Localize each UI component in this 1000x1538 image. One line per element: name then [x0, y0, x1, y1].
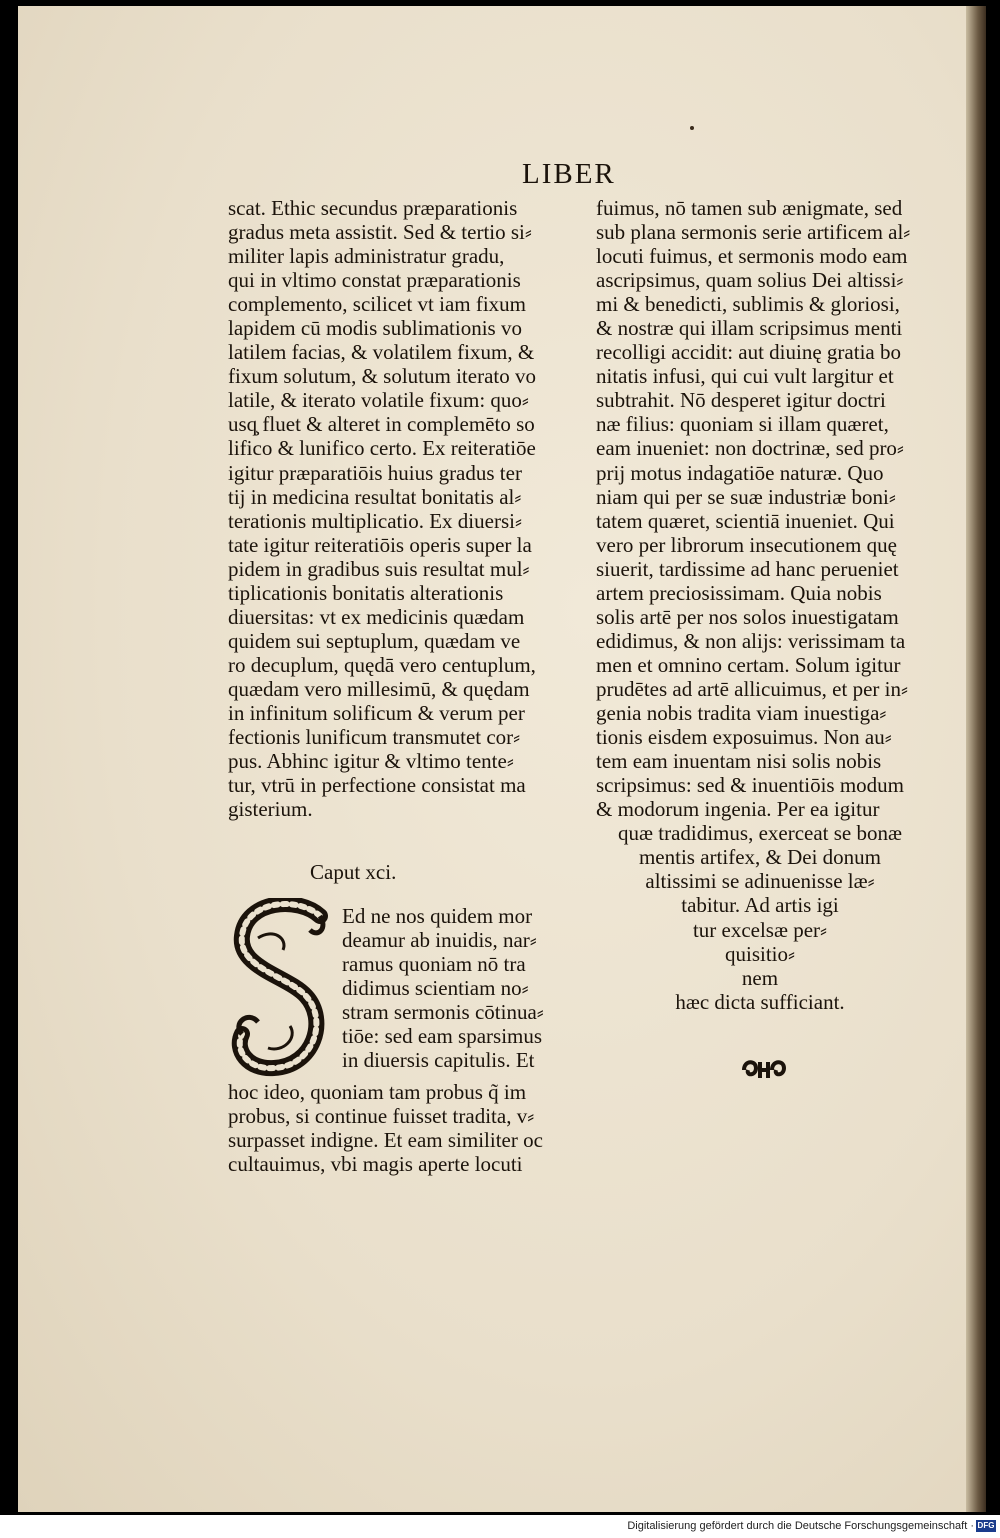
text-line: gisterium.	[228, 797, 313, 822]
text-line: siuerit, tardissime ad hanc perueniet	[596, 556, 899, 581]
text-line: Ed ne nos quidem mor	[342, 904, 533, 928]
text-line: mi & benedicti, sublimis & gloriosi,	[596, 292, 900, 317]
text-line: genia nobis tradita viam inuestiga⸗	[596, 700, 887, 725]
text-line: complemento, scilicet vt iam fixum	[228, 292, 527, 317]
text-line: cultauimus, vbi magis aperte locuti	[228, 1152, 523, 1177]
text-line: eam inueniet: non doctrinæ, sed pro⸗	[596, 436, 904, 461]
text-line: ro decuplum, quędā vero centuplum,	[228, 652, 536, 677]
page-edge	[966, 6, 986, 1512]
text-line: ramus quoniam nō tra	[342, 952, 526, 977]
text-line: fuimus, nō tamen sub ænigmate, sed	[596, 196, 903, 220]
text-line: pidem in gradibus suis resultat mul⸗	[228, 556, 530, 581]
text-line: locuti fuimus, et sermonis modo eam	[596, 244, 908, 269]
text-line: men et omnino certam. Solum igitur	[596, 652, 901, 677]
text-line: tij in medicina resultat bonitatis al⸗	[228, 484, 522, 509]
text-line: lifico & lunifico certo. Ex reiteratiōe	[228, 436, 536, 461]
text-line: vero per librorum insecutionem quę	[596, 532, 897, 557]
text-line: solis artē per nos solos inuestigatam	[596, 604, 899, 629]
text-line: & modorum ingenia. Per ea igitur	[596, 797, 880, 822]
text-line: tem eam inuentam nisi solis nobis	[596, 749, 882, 774]
text-line: sub plana sermonis serie artificem al⸗	[596, 220, 911, 245]
text-line: tur, vtrū in perfectione consistat ma	[228, 773, 526, 798]
initial-paragraph	[342, 904, 544, 1072]
taper-line: tabitur. Ad artis igi	[681, 893, 839, 918]
text-line: & nostræ qui illam scripsimus menti	[596, 316, 903, 341]
text-line: qui in vltimo constat præparationis	[228, 268, 521, 293]
text-line: artem preciosissimam. Quia nobis	[596, 580, 882, 605]
chapter-heading: Caput xci.	[310, 860, 397, 884]
text-line: tate igitur reiteratiōis operis super la	[228, 532, 532, 557]
text-line: diuersitas: vt ex medicinis quædam	[228, 604, 525, 629]
text-line: tatem quæret, scientiā inueniet. Qui	[596, 508, 895, 533]
running-title: LIBER	[522, 158, 616, 190]
text-line: hoc ideo, quoniam tam probus q̃ im	[228, 1080, 527, 1104]
text-line: didimus scientiam no⸗	[342, 976, 529, 1001]
text-line: scat. Ethic secundus præparationis	[228, 196, 518, 220]
taper-line: altissimi se adinuenisse læ⸗	[645, 869, 875, 894]
text-line: scripsimus: sed & inuentiōis modum	[596, 773, 904, 798]
text-line: tiplicationis bonitatis alterationis	[228, 580, 504, 605]
dfg-logo: DFG	[977, 1521, 995, 1530]
taper-line: nem	[741, 965, 779, 990]
ink-dot	[690, 126, 694, 130]
text-line: latile, & iterato volatile fixum: quo⸗	[228, 388, 529, 413]
text-line: probus, si continue fuisset tradita, v⸗	[228, 1104, 535, 1129]
text-line: surpasset indigne. Et eam similiter oc	[228, 1128, 543, 1153]
digitization-credit: Digitalisierung gefördert durch die Deutsche Forschungsgemeinschaft ·	[627, 1520, 974, 1532]
text-line: igitur præparatiōis huius gradus ter	[228, 460, 522, 485]
text-line: stram sermonis cōtinua⸗	[342, 1000, 544, 1025]
text-line: in infinitum solificum & verum per	[228, 700, 525, 725]
text-line: næ filius: quoniam si illam quæret,	[596, 412, 889, 437]
text-line: fixum solutum, & solutum iterato vo	[228, 364, 536, 389]
taper-line: tur excelsæ per⸗	[692, 917, 828, 942]
text-line: prij motus indagatiōe naturæ. Quo	[596, 460, 884, 485]
text-line: lapidem cū modis sublimationis vo	[228, 316, 522, 341]
text-line: pus. Abhinc igitur & vltimo tente⸗	[228, 749, 514, 774]
text-line: quidem sui septuplum, quædam ve	[228, 628, 521, 653]
taper-line: hæc dicta sufficiant.	[675, 989, 845, 1014]
text-line: terationis multiplicatio. Ex diuersi⸗	[228, 508, 522, 533]
text-line: prudētes ad artē allicuimus, et per in⸗	[596, 676, 908, 701]
text-line: fectionis lunificum transmutet cor⸗	[228, 725, 521, 750]
text-line: tionis eisdem exposuimus. Non au⸗	[596, 725, 892, 750]
text-line: ascripsimus, quam solius Dei altissi⸗	[596, 268, 904, 293]
taper-line: quisitio⸗	[724, 941, 795, 966]
text-line: in diuersis capitulis. Et	[342, 1048, 535, 1073]
left-column	[228, 196, 566, 821]
taper-line: quæ tradidimus, exerceat se bonæ	[617, 821, 902, 846]
text-line: usq̧ fluet & alteret in complemēto so	[228, 412, 535, 437]
fleuron-ornament	[740, 1056, 788, 1082]
text-line: militer lapis administratur gradu,	[228, 244, 505, 269]
text-line: edidimus, & non alijs: verissimam ta	[596, 628, 906, 653]
taper-line: mentis artifex, & Dei donum	[638, 845, 882, 870]
paragraph-continuation	[228, 1080, 543, 1176]
text-line: niam qui per se suæ industriæ boni⸗	[596, 484, 896, 509]
text-line: recolligi accidit: aut diuinę gratia bo	[596, 340, 901, 365]
text-line: subtrahit. Nō desperet igitur doctri	[596, 388, 886, 413]
text-line: tiōe: sed eam sparsimus	[342, 1024, 543, 1049]
right-column	[596, 196, 936, 821]
decorated-initial-s	[228, 898, 338, 1078]
text-line: gradus meta assistit. Sed & tertio si⸗	[228, 220, 532, 245]
text-line: latilem facias, & volatilem fixum, &	[228, 340, 535, 365]
text-line: quædam vero millesimū, & quędam	[228, 676, 530, 701]
text-line: nitatis infusi, qui cui vult largitur et	[596, 364, 894, 389]
text-line: deamur ab inuidis, nar⸗	[342, 928, 537, 953]
